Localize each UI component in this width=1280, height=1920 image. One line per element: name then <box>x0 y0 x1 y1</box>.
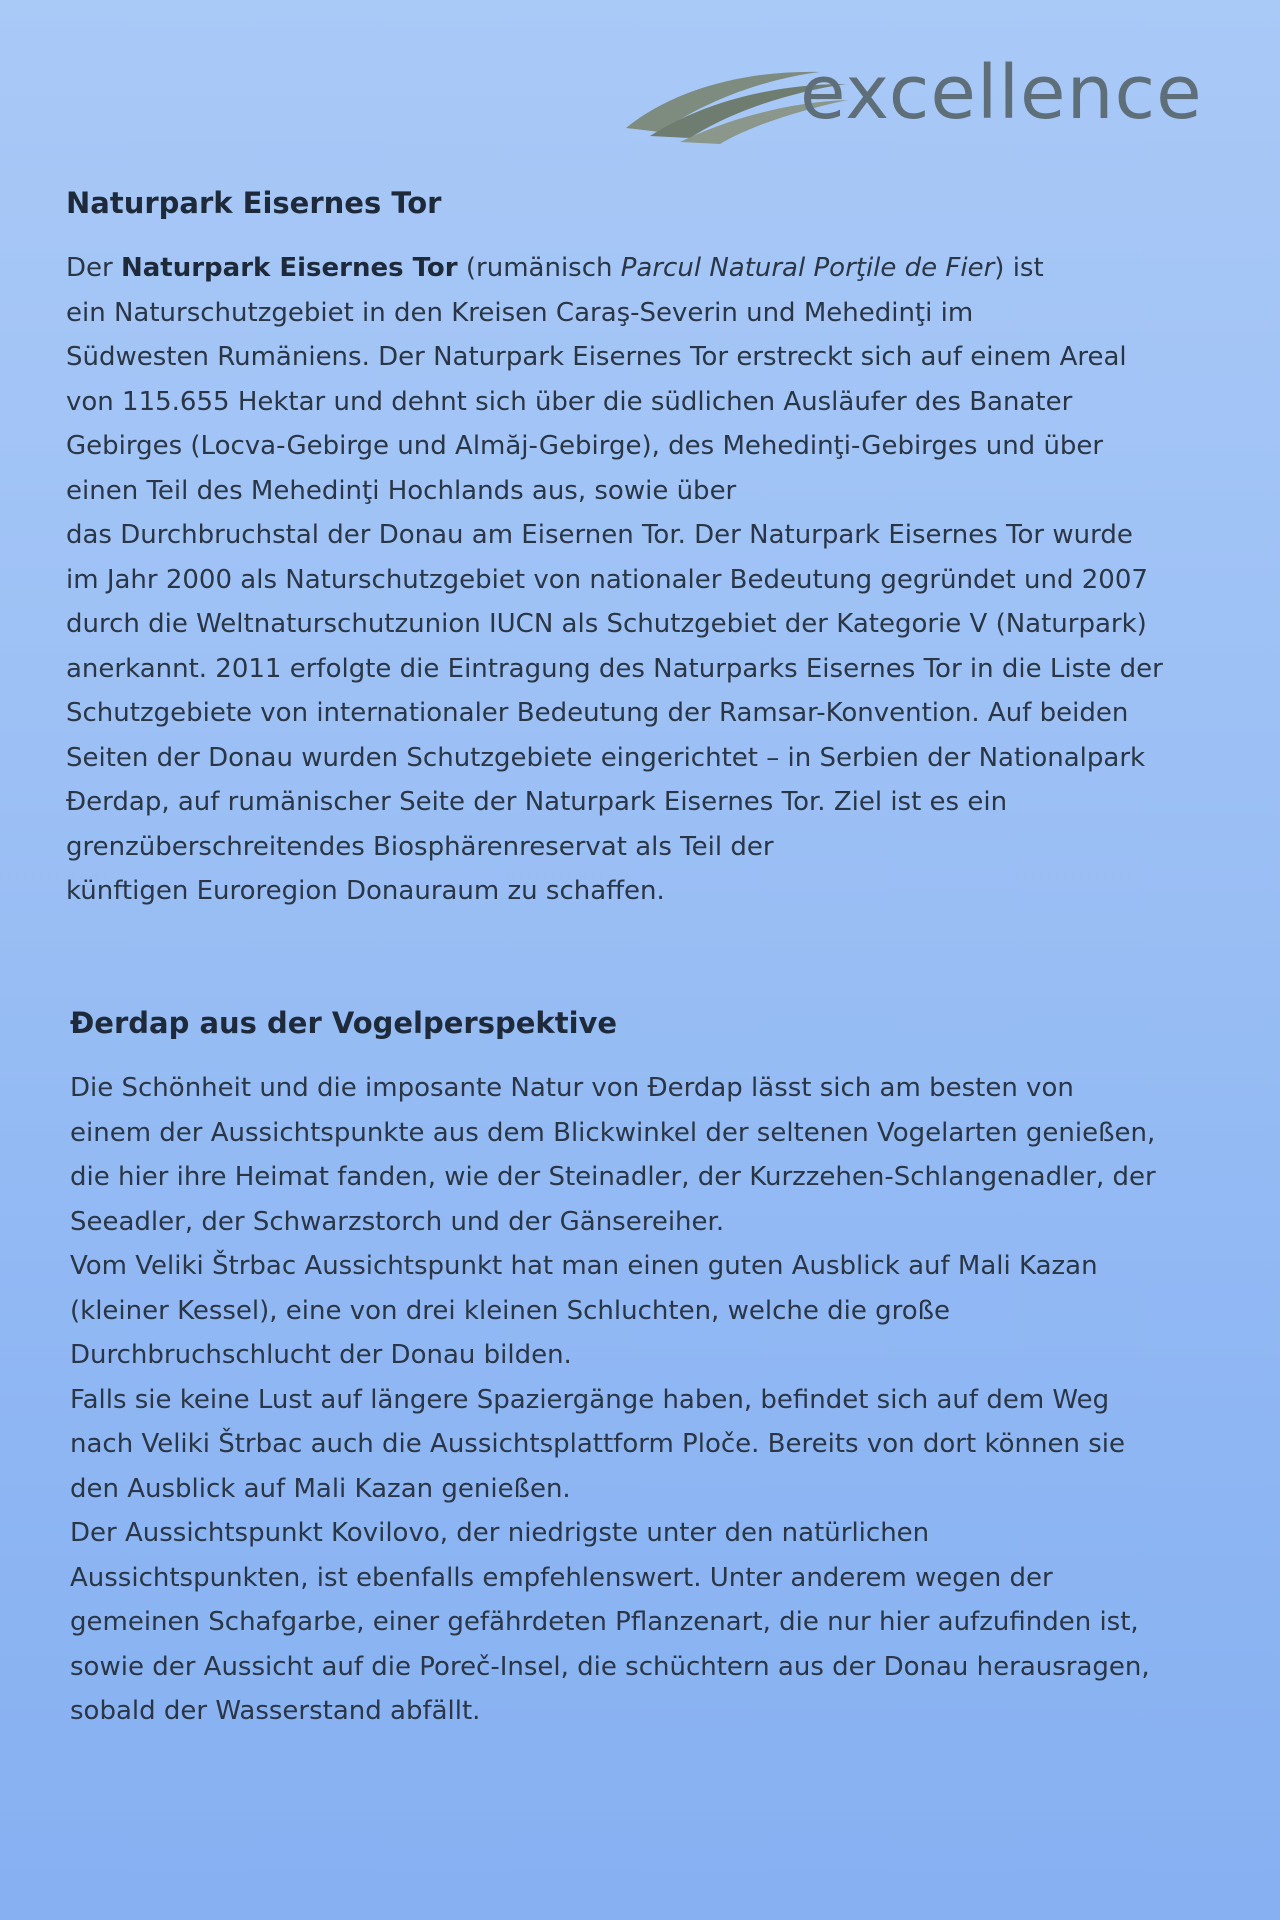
text-line: gemeinen Schafgarbe, einer gefährdeten Pflanzenart, die nur hier aufzufinden ist, <box>70 1607 1139 1637</box>
italic-term: Parcul Natural Porţile de Fier <box>620 253 995 283</box>
text-line: Falls sie keine Lust auf längere Spaziergänge haben, befindet sich auf dem Weg <box>70 1384 1110 1415</box>
section-body <box>66 246 1216 914</box>
text-line: das Durchbruchstal der Donau am Eisernen Tor. Der Naturpark Eisernes Tor wurde <box>66 520 1133 550</box>
text-line: sobald der Wasserstand abfällt. <box>70 1696 481 1726</box>
text-line: nach Veliki Štrbac auch die Aussichtsplattform Ploče. Bereits von dort können sie <box>70 1429 1125 1459</box>
text-span: (rumänisch <box>457 253 621 283</box>
text-line: ein Naturschutzgebiet in den Kreisen Caraş-Severin und Mehedinţi im <box>66 297 974 328</box>
text-line: Durchbruchschlucht der Donau bilden. <box>70 1340 572 1370</box>
text-line: Die Schönheit und die imposante Natur von Đerdap lässt sich am besten von <box>70 1073 1074 1103</box>
excellence-logo <box>620 50 1210 158</box>
section-title: Đerdap aus der Vogelperspektive <box>70 1006 618 1040</box>
text-line: von 115.655 Hektar und dehnt sich über die südlichen Ausläufer des Banater <box>66 386 1073 417</box>
text-span: ) ist <box>994 253 1044 283</box>
text-line: Aussichtspunkten, ist ebenfalls empfehlenswert. Unter anderem wegen der <box>70 1562 1053 1593</box>
text-line: Gebirges (Locva-Gebirge und Almăj-Gebirge), des Mehedinţi-Gebirges und über <box>66 431 1104 461</box>
text-line: durch die Weltnaturschutzunion IUCN als Schutzgebiet der Kategorie V (Naturpark) <box>66 609 1147 639</box>
text-line: Schutzgebiete von internationaler Bedeutung der Ramsar-Konvention. Auf beiden <box>66 698 1129 728</box>
bold-term: Naturpark Eisernes Tor <box>120 253 458 283</box>
text-line <box>66 246 1216 291</box>
text-span: Der <box>66 253 121 283</box>
text-line: Der Aussichtspunkt Kovilovo, der niedrigste unter den natürlichen <box>70 1518 930 1548</box>
text-line: einem der Aussichtspunkte aus dem Blickwinkel der seltenen Vogelarten genießen, <box>70 1117 1156 1148</box>
text-line: einen Teil des Mehedinţi Hochlands aus, sowie über <box>66 475 737 506</box>
text-line: die hier ihre Heimat fanden, wie der Steinadler, der Kurzzehen-Schlangenadler, der <box>70 1162 1156 1192</box>
text-line: Đerdap, auf rumänischer Seite der Naturpark Eisernes Tor. Ziel ist es ein <box>66 787 1008 817</box>
text-line: sowie der Aussicht auf die Poreč-Insel, die schüchtern aus der Donau herausragen, <box>70 1651 1150 1682</box>
text-line: den Ausblick auf Mali Kazan genießen. <box>70 1473 571 1504</box>
text-line: Seiten der Donau wurden Schutzgebiete eingerichtet – in Serbien der Nationalpark <box>66 742 1146 773</box>
section-body <box>70 1066 1220 1734</box>
text-line: (kleiner Kessel), eine von drei kleinen Schluchten, welche die große <box>70 1295 950 1326</box>
text-line: grenzüberschreitendes Biosphärenreservat als Teil der <box>66 831 774 862</box>
section-title: Naturpark Eisernes Tor <box>66 186 442 220</box>
text-line: Vom Veliki Štrbac Aussichtspunkt hat man einen guten Ausblick auf Mali Kazan <box>70 1251 1098 1281</box>
section-naturpark <box>66 186 1216 914</box>
text-line: im Jahr 2000 als Naturschutzgebiet von nationaler Bedeutung gegründet und 2007 <box>66 564 1148 595</box>
text-line: Südwesten Rumäniens. Der Naturpark Eisernes Tor erstreckt sich auf einem Areal <box>66 342 1127 372</box>
text-line: künftigen Euroregion Donauraum zu schaffen. <box>66 876 665 906</box>
text-line: Seeadler, der Schwarzstorch und der Gänsereiher. <box>70 1206 725 1237</box>
logo-text: excellence <box>800 50 1203 136</box>
text-line: anerkannt. 2011 erfolgte die Eintragung des Naturparks Eisernes Tor in die Liste der <box>66 653 1163 684</box>
section-vogelperspektive <box>70 1006 1220 1734</box>
